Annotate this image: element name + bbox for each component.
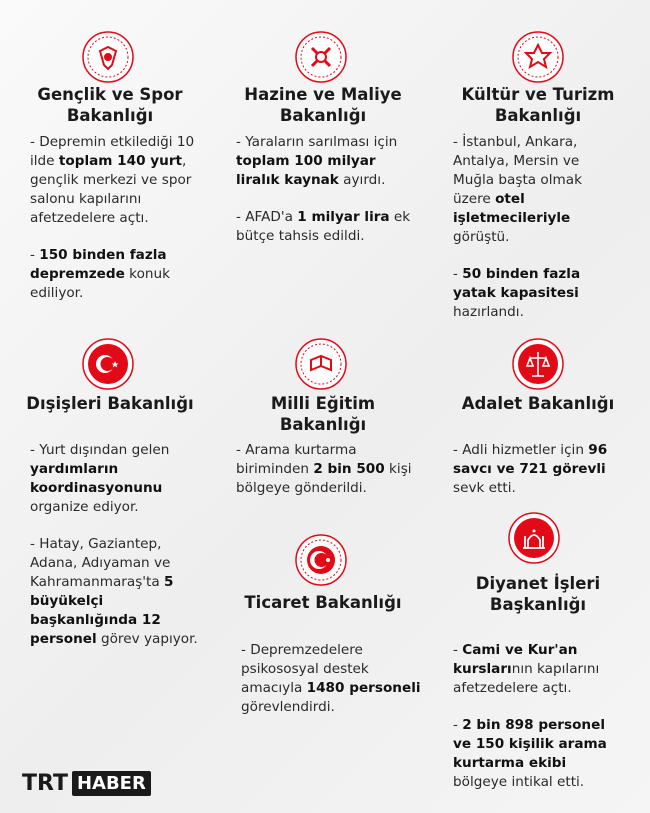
genclik-spor-title: Gençlik ve Spor Bakanlığı bbox=[37, 85, 183, 125]
genclik-spor-body: - Depremin etkilediği 10 ilde toplam 140 yurt, gençlik merkezi ve spor salonu kapılarını afetzedelere açtı. - 150 binden fazla depremzede konuk ediliyor. bbox=[30, 134, 195, 301]
kultur-turizm-emblem-icon bbox=[512, 31, 564, 83]
milli-egitim-title: Milli Eğitim Bakanlığı bbox=[270, 394, 376, 434]
ticaret-body: - Depremzedelere psikososyal destek amacıyla 1480 personeli görevlendirdi. bbox=[241, 642, 421, 715]
milli-egitim-body: - Arama kurtarma biriminden 2 bin 500 kişi bölgeye gönderildi. bbox=[236, 442, 412, 496]
diyanet-body: - Cami ve Kur'an kurslarının kapılarını afetzedelere açtı. - 2 bin 898 personel ve 150 kişilik arama kurtarma ekibi bölgeye intikal etti. bbox=[453, 642, 607, 790]
adalet-title: Adalet Bakanlığı bbox=[461, 394, 615, 413]
adalet-body: - Adli hizmetler için 96 savcı ve 721 görevli sevk etti. bbox=[453, 442, 608, 496]
disisleri-title: Dışişleri Bakanlığı bbox=[26, 394, 194, 413]
hazine-maliye-title: Hazine ve Maliye Bakanlığı bbox=[244, 85, 402, 125]
kultur-turizm-title: Kültür ve Turizm Bakanlığı bbox=[461, 85, 615, 125]
diyanet-title: Diyanet İşleri Başkanlığı bbox=[475, 574, 601, 614]
ticaret-emblem-icon bbox=[295, 534, 347, 586]
adalet-emblem-icon bbox=[512, 338, 564, 390]
milli-egitim-emblem-icon bbox=[295, 338, 347, 390]
trt-haber-logo bbox=[22, 768, 151, 798]
ticaret-title: Ticaret Bakanlığı bbox=[244, 593, 402, 612]
disisleri-emblem-icon bbox=[82, 338, 134, 390]
genclik-spor-emblem-icon bbox=[82, 31, 134, 83]
diyanet-emblem-icon bbox=[508, 512, 560, 564]
logo-trt: TRT bbox=[22, 770, 68, 796]
hazine-maliye-emblem-icon bbox=[295, 31, 347, 83]
disisleri-body: - Yurt dışından gelen yardımların koordinasyonunu organize ediyor. - Hatay, Gaziantep, Adana, Adıyaman ve Kahramanmaraş'ta 5 büyükelçi başkanlığında 12 personel görev yapıyor. bbox=[30, 442, 198, 647]
kultur-turizm-body: - İstanbul, Ankara, Antalya, Mersin ve Muğla başta olmak üzere otel işletmecileriyle görüştü. - 50 binden fazla yatak kapasitesi hazırlandı. bbox=[453, 134, 582, 320]
logo-haber: HABER bbox=[72, 771, 151, 796]
hazine-maliye-body: - Yaraların sarılması için toplam 100 milyar liralık kaynak ayırdı. - AFAD'a 1 milyar lira ek bütçe tahsis edildi. bbox=[236, 134, 411, 244]
